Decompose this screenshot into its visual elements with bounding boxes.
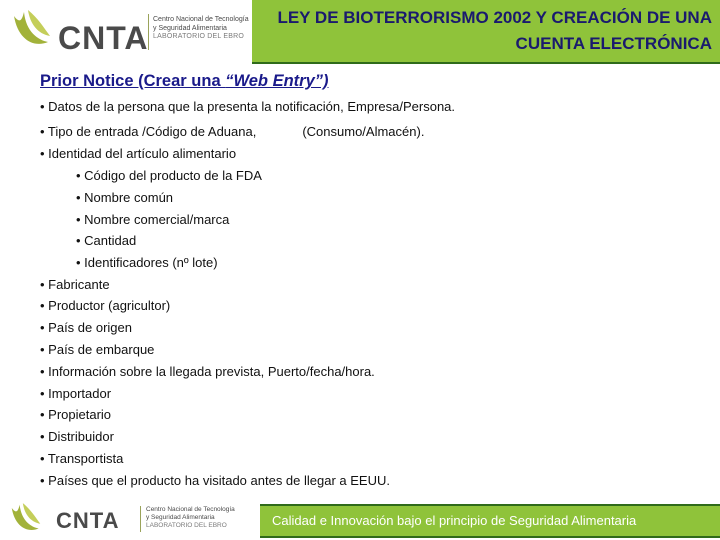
header-logo [0, 0, 252, 62]
list-item: • Identidad del artículo alimentario [40, 146, 237, 161]
footer-logo-divider [140, 506, 141, 532]
list-subitem: • Nombre común [76, 190, 174, 205]
heading-italic: “Web Entry”) [225, 72, 329, 90]
list-item: • Fabricante [40, 277, 110, 292]
list-item: • País de origen [40, 320, 132, 335]
leaf-icon [8, 6, 56, 54]
list-item: • País de embarque [40, 342, 155, 357]
logo-subtitle-line1: Centro Nacional de Tecnología [153, 16, 249, 23]
logo-lab-name: LABORATORIO DEL EBRO [153, 33, 245, 40]
footer-subtitle-line2: y Seguridad Alimentaria [146, 514, 215, 521]
list-item: • Tipo de entrada /Código de Aduana, (Consumo/Almacén). [40, 124, 425, 139]
list-item: • Productor (agricultor) [40, 298, 171, 313]
section-heading [40, 72, 329, 91]
list-subitem: • Código del producto de la FDA [76, 168, 262, 183]
logo-wordmark: CNTA [58, 20, 149, 56]
title-banner [252, 0, 720, 64]
footer-lab-name: LABORATORIO DEL EBRO [146, 522, 227, 529]
footer-logo [0, 496, 260, 540]
list-subitem: • Identificadores (nº lote) [76, 255, 218, 270]
footer-logo-wordmark: CNTA [56, 508, 120, 533]
heading-prefix: Prior Notice (Crear una [40, 72, 226, 90]
logo-divider [148, 14, 149, 50]
footer-tagline: Calidad e Innovación bajo el principio de Seguridad Alimentaria [272, 513, 637, 528]
footer-subtitle-line1: Centro Nacional de Tecnología [146, 506, 235, 513]
logo-subtitle [153, 16, 253, 42]
footer-logo-subtitle [146, 506, 256, 530]
list-item: • Información sobre la llegada prevista, Puerto/fecha/hora. [40, 364, 375, 379]
leaf-icon [6, 500, 46, 538]
logo-subtitle-line2: y Seguridad Alimentaria [153, 24, 227, 32]
footer-banner [260, 504, 720, 538]
list-item: • Países que el producto ha visitado antes de llegar a EEUU. [40, 473, 390, 488]
list-item: • Datos de la persona que la presenta la notificación, Empresa/Persona. [40, 99, 456, 114]
list-subitem: • Cantidad [76, 233, 137, 248]
slide-title-line2: CUENTA ELECTRÓNICA [515, 34, 712, 53]
slide-title-line1: LEY DE BIOTERRORISMO 2002 Y CREACIÓN DE UNA [277, 8, 712, 27]
list-item: • Transportista [40, 451, 124, 466]
list-item: • Distribuidor [40, 429, 114, 444]
list-subitem: • Nombre comercial/marca [76, 212, 230, 227]
list-item: • Importador [40, 386, 112, 401]
list-item: • Propietario [40, 407, 112, 422]
